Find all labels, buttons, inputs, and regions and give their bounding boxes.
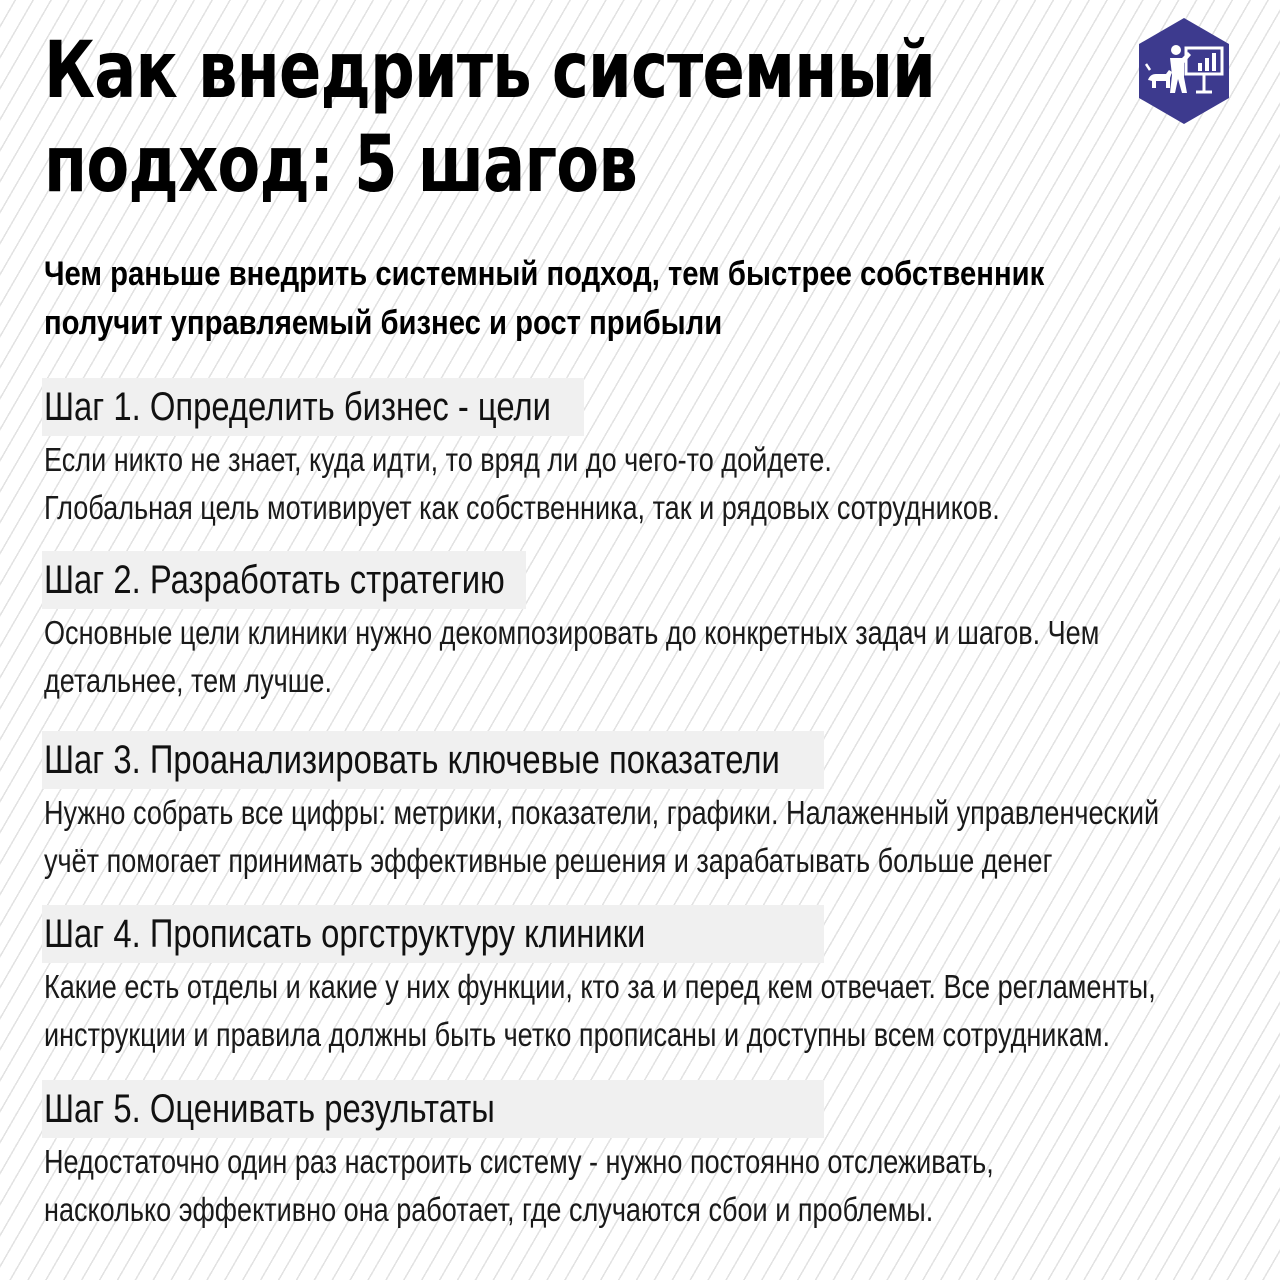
step-3 (44, 731, 1244, 885)
step-5-header (44, 1080, 594, 1138)
page-title-line-1: Как внедрить системный (44, 26, 936, 116)
step-1-line-2: Глобальная цель мотивирует как собственника, так и рядовых сотрудников. (44, 489, 1000, 526)
step-1 (44, 378, 1244, 532)
step-1-title: Шаг 1. Определить бизнес - цели (44, 385, 551, 429)
step-2-description (44, 609, 1192, 705)
step-2-header (44, 551, 606, 609)
step-4 (44, 905, 1244, 1059)
step-5-description (44, 1138, 1192, 1234)
subtitle-line-1: Чем раньше внедрить системный подход, тем быстрее собственник (44, 255, 1045, 293)
step-4-line-2: инструкции и правила должны быть четко прописаны и доступны всем сотрудникам. (44, 1016, 1111, 1053)
logo-badge (1136, 16, 1232, 126)
step-3-line-2: учёт помогает принимать эффективные решения и зарабатывать больше денег (44, 842, 1053, 879)
step-3-title: Шаг 3. Проанализировать ключевые показатели (44, 738, 780, 782)
step-2 (44, 551, 1244, 705)
step-3-header (44, 731, 941, 789)
step-4-title: Шаг 4. Прописать оргструктуру клиники (44, 912, 646, 956)
step-5-line-1: Недостаточно один раз настроить систему - нужно постоянно отслеживать, (44, 1143, 994, 1180)
step-1-description (44, 436, 1192, 532)
step-2-line-2: детальнее, тем лучше. (44, 662, 333, 699)
step-4-description (44, 963, 1192, 1059)
step-2-line-1: Основные цели клиники нужно декомпозировать до конкретных задач и шагов. Чем (44, 614, 1100, 651)
step-5-title: Шаг 5. Оценивать результаты (44, 1087, 495, 1131)
step-2-title: Шаг 2. Разработать стратегию (44, 558, 505, 602)
subtitle-line-2: получит управляемый бизнес и рост прибыли (44, 304, 723, 342)
page-title-line-2: подход: 5 шагов (44, 120, 638, 210)
step-1-header (44, 378, 662, 436)
step-5-line-2: насколько эффективно она работает, где случаются сбои и проблемы. (44, 1191, 934, 1228)
step-4-header (44, 905, 777, 963)
subtitle (44, 250, 1093, 348)
step-4-line-1: Какие есть отделы и какие у них функции, кто за и перед кем отвечает. Все регламенты, (44, 968, 1156, 1005)
step-5 (44, 1080, 1244, 1234)
step-3-line-1: Нужно собрать все цифры: метрики, показатели, графики. Налаженный управленческий (44, 794, 1160, 831)
step-3-description (44, 789, 1192, 885)
step-1-line-1: Если никто не знает, куда идти, то вряд ли до чего-то дойдете. (44, 441, 832, 478)
page-title (44, 24, 936, 212)
